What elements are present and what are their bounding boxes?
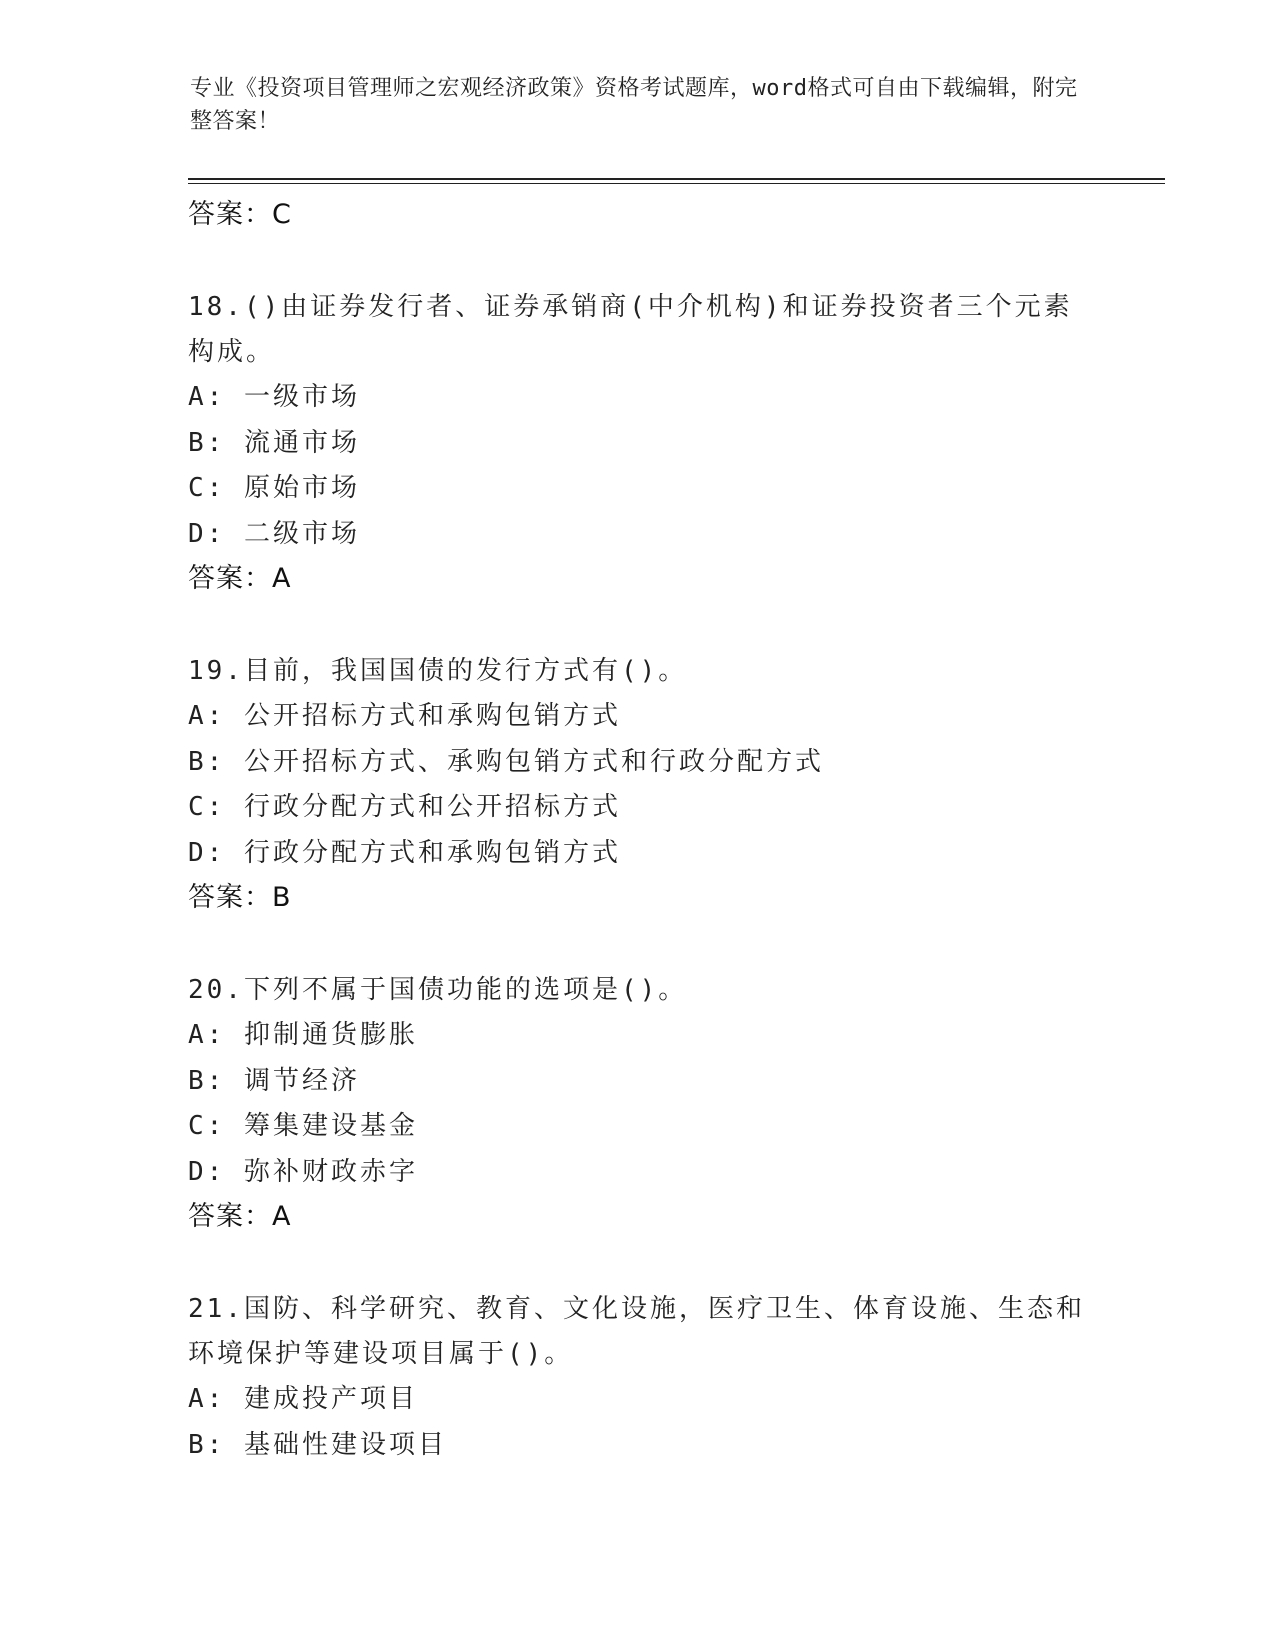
option-b: B: 公开招标方式、承购包销方式和行政分配方式 [188,746,824,777]
answer-line: 答案：A [188,1201,292,1232]
option-c: C: 筹集建设基金 [188,1111,418,1141]
question-stem: 20.下列不属于国债功能的选项是()。 [188,975,688,1005]
option-a: A: 一级市场 [188,382,360,412]
question-stem: 21.国防、科学研究、教育、文化设施，医疗卫生、体育设施、生态和环境保护等建设项目属于()。 [188,1294,1085,1369]
option-c: C: 原始市场 [188,473,360,503]
question-block [188,285,1088,601]
option-b: B: 基础性建设项目 [188,1429,447,1460]
question-block [188,1287,1088,1468]
option-d: D: 弥补财政赤字 [188,1156,418,1187]
option-b: B: 流通市场 [188,427,360,458]
answer-line: 答案：A [188,563,292,594]
document-header: 专业《投资项目管理师之宏观经济政策》资格考试题库，word格式可自由下载编辑，附完整答案！ [190,76,1078,134]
question-stem: 19.目前，我国国债的发行方式有()。 [188,656,688,686]
option-a: A: 公开招标方式和承购包销方式 [188,701,621,731]
question-block [188,968,1088,1239]
option-d: D: 二级市场 [188,518,360,549]
answer-line: 答案：C [188,199,292,230]
option-a: A: 抑制通货膨胀 [188,1020,418,1050]
question-stem: 18.()由证券发行者、证券承销商(中介机构)和证券投资者三个元素构成。 [188,292,1073,367]
answer-line: 答案：B [188,882,292,913]
question-block [188,649,1088,920]
option-b: B: 调节经济 [188,1065,360,1096]
header-rule-thin [188,183,1165,184]
option-a: A: 建成投产项目 [188,1384,418,1414]
option-c: C: 行政分配方式和公开招标方式 [188,792,621,822]
header-rule [188,178,1165,180]
option-d: D: 行政分配方式和承购包销方式 [188,837,621,868]
question-list [188,193,1088,1468]
